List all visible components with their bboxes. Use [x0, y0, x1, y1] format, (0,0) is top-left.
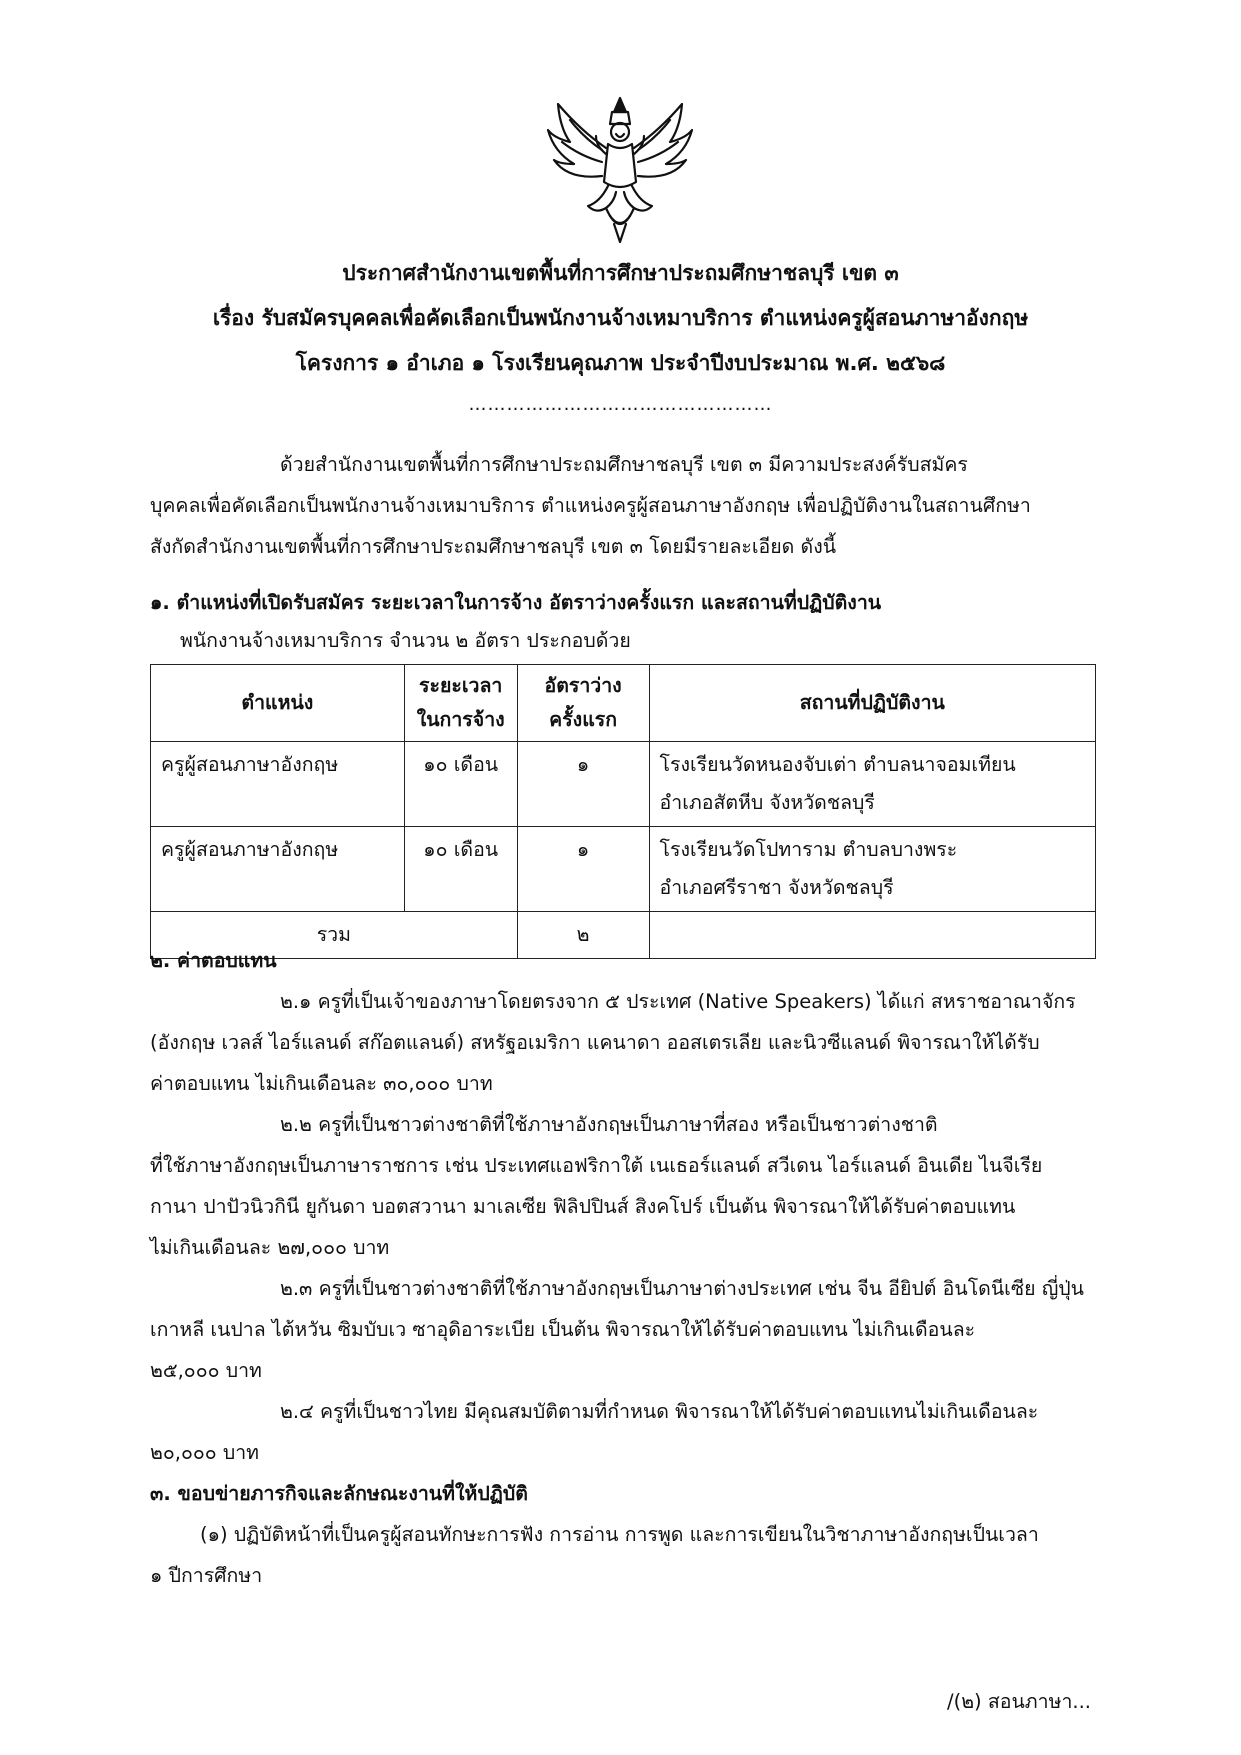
section-2	[150, 940, 1096, 1473]
section-2-line: ๒.๒ ครูที่เป็นชาวต่างชาติที่ใช้ภาษาอังกฤษเป็นภาษาที่สอง หรือเป็นชาวต่างชาติ	[280, 1113, 938, 1136]
column-header-vacancy-line2: ครั้งแรก	[549, 708, 618, 731]
column-header-duration-line1: ระยะเวลา	[419, 674, 503, 697]
section-2-line: ค่าตอบแทน ไม่เกินเดือนละ ๓๐,๐๐๐ บาท	[150, 1072, 493, 1095]
cell-vacancy: ๑	[517, 742, 649, 827]
cell-duration: ๑๐ เดือน	[404, 742, 517, 827]
section-2-line: เกาหลี เนปาล ไต้หวัน ซิมบับเว ซาอุดิอาระเบีย เป็นต้น พิจารณาให้ได้รับค่าตอบแทน ไม่เกินเดือนละ	[150, 1318, 976, 1341]
section-2-line: (อังกฤษ เวลส์ ไอร์แลนด์ สก๊อตแลนด์) สหรัฐอเมริกา แคนาดา ออสเตรเลีย และนิวซีแลนด์ พิจารณาให้ได้รับ	[150, 1031, 1040, 1054]
section-2-line: กานา ปาปัวนิวกินี ยูกันดา บอตสวานา มาเลเซีย ฟิลิปปินส์ สิงคโปร์ เป็นต้น พิจารณาให้ได้รับค่าตอบแทน	[150, 1195, 1016, 1218]
cell-position: ครูผู้สอนภาษาอังกฤษ	[151, 742, 405, 827]
section-2-line: ที่ใช้ภาษาอังกฤษเป็นภาษาราชการ เช่น ประเทศแอฟริกาใต้ เนเธอร์แลนด์ สวีเดน ไอร์แลนด์ อินเดีย ไนจีเรีย	[150, 1154, 1043, 1177]
intro-paragraph	[150, 444, 1096, 567]
section-3-line: ๑ ปีการศึกษา	[150, 1564, 263, 1587]
intro-line: ด้วยสำนักงานเขตพื้นที่การศึกษาประถมศึกษาชลบุรี เขต ๓ มีความประสงค์รับสมัคร	[280, 453, 968, 476]
column-header-vacancy	[517, 665, 649, 742]
section-1-heading: ๑. ตำแหน่งที่เปิดรับสมัคร ระยะเวลาในการจ้าง อัตราว่างครั้งแรก และสถานที่ปฏิบัติงาน	[150, 591, 882, 614]
section-1-subline	[150, 620, 1096, 661]
section-3-line: (๑) ปฏิบัติหน้าที่เป็นครูผู้สอนทักษะการฟัง การอ่าน การพูด และการเขียนในวิชาภาษาอังกฤษเป็นเวลา	[200, 1523, 1039, 1546]
section-2-line: ๒.๓ ครูที่เป็นชาวต่างชาติที่ใช้ภาษาอังกฤษเป็นภาษาต่างประเทศ เช่น จีน อียิปต์ อินโดนีเซีย ญี่ปุ่น	[280, 1277, 1085, 1300]
column-header-duration	[404, 665, 517, 742]
positions-count-text: พนักงานจ้างเหมาบริการ จำนวน ๒ อัตรา ประกอบด้วย	[180, 629, 631, 652]
cell-position: ครูผู้สอนภาษาอังกฤษ	[151, 827, 405, 912]
section-3-heading: ๓. ขอบข่ายภารกิจและลักษณะงานที่ให้ปฏิบัติ	[150, 1482, 528, 1505]
announcement-title: ประกาศสำนักงานเขตพื้นที่การศึกษาประถมศึกษาชลบุรี เขต ๓	[342, 261, 899, 285]
cell-duration: ๑๐ เดือน	[404, 827, 517, 912]
garuda-emblem-icon	[540, 90, 700, 250]
table-row	[151, 742, 1096, 827]
table-row	[151, 827, 1096, 912]
announcement-subject: เรื่อง รับสมัครบุคคลเพื่อคัดเลือกเป็นพนักงานจ้างเหมาบริการ ตำแหน่งครูผู้สอนภาษาอังกฤษ	[212, 306, 1029, 330]
section-2-line: ไม่เกินเดือนละ ๒๗,๐๐๐ บาท	[150, 1236, 390, 1259]
cell-vacancy: ๑	[517, 827, 649, 912]
intro-line: บุคคลเพื่อคัดเลือกเป็นพนักงานจ้างเหมาบริการ ตำแหน่งครูผู้สอนภาษาอังกฤษ เพื่อปฏิบัติงานในสถานศึกษา	[150, 494, 1031, 517]
intro-line: สังกัดสำนักงานเขตพื้นที่การศึกษาประถมศึกษาชลบุรี เขต ๓ โดยมีรายละเอียด ดังนี้	[150, 535, 837, 558]
announcement-project: โครงการ ๑ อำเภอ ๑ โรงเรียนคุณภาพ ประจำปีงบประมาณ พ.ศ. ๒๕๖๘	[295, 351, 946, 375]
cell-location	[649, 827, 1095, 912]
dotted-divider: …………………………………………	[468, 394, 773, 415]
section-2-line: ๒.๑ ครูที่เป็นเจ้าของภาษาโดยตรงจาก ๕ ประเทศ (Native Speakers) ได้แก่ สหราชอาณาจักร	[280, 990, 1076, 1013]
column-header-vacancy-line1: อัตราว่าง	[544, 674, 622, 697]
section-2-line: ๒.๔ ครูที่เป็นชาวไทย มีคุณสมบัติตามที่กำหนด พิจารณาให้ได้รับค่าตอบแทนไม่เกินเดือนละ	[280, 1400, 1039, 1423]
section-1	[150, 582, 1096, 623]
section-2-line: ๒๐,๐๐๐ บาท	[150, 1441, 260, 1464]
section-2-line: ๒๕,๐๐๐ บาท	[150, 1359, 262, 1382]
column-header-location: สถานที่ปฏิบัติงาน	[649, 665, 1095, 742]
page-continuation-note: /(๒) สอนภาษา...	[947, 1690, 1091, 1713]
cell-location-line2: อำเภอสัตหีบ จังหวัดชลบุรี	[659, 791, 875, 814]
cell-total-label: รวม	[151, 912, 518, 959]
cell-location-line2: อำเภอศรีราชา จังหวัดชลบุรี	[659, 876, 894, 899]
section-2-heading: ๒. ค่าตอบแทน	[150, 949, 277, 972]
section-3	[150, 1473, 1096, 1596]
cell-location	[649, 742, 1095, 827]
column-header-duration-line2: ในการจ้าง	[416, 708, 505, 731]
positions-table	[150, 664, 1096, 959]
column-header-position: ตำแหน่ง	[151, 665, 405, 742]
cell-total-value: ๒	[517, 912, 649, 959]
table-header-row	[151, 665, 1096, 742]
cell-location-line1: โรงเรียนวัดหนองจับเต่า ตำบลนาจอมเทียน	[659, 753, 1016, 776]
cell-location-line1: โรงเรียนวัดโปทาราม ตำบลบางพระ	[659, 838, 958, 861]
